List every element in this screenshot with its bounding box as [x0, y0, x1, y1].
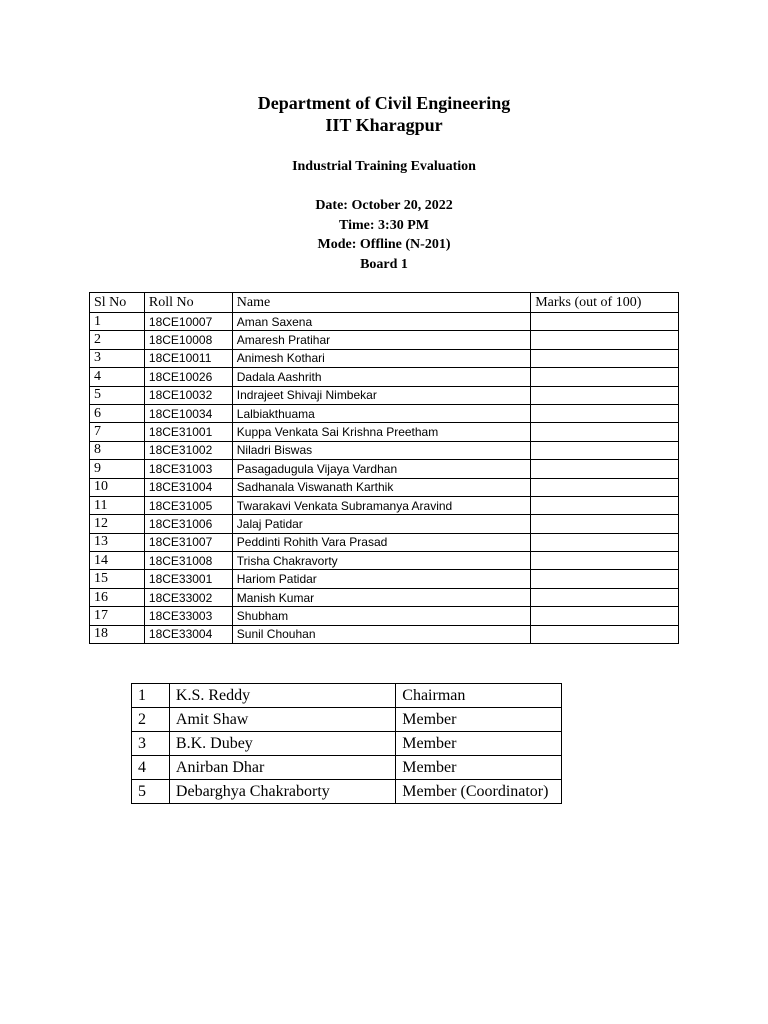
roll-no-cell: 18CE10026	[144, 368, 232, 386]
department-name: Department of Civil Engineering	[257, 93, 511, 113]
student-name-cell: Animesh Kothari	[232, 349, 530, 367]
session-date: Date: October 20, 2022	[315, 198, 453, 213]
member-name-cell: Amit Shaw	[169, 708, 395, 732]
member-number-cell: 1	[132, 684, 170, 708]
student-name-cell: Dadala Aashrith	[232, 368, 530, 386]
institute-name: IIT Kharagpur	[325, 115, 443, 135]
board-member-row	[132, 756, 562, 780]
sl-no-cell: 11	[90, 496, 145, 514]
table-row	[90, 404, 679, 422]
marks-cell	[531, 552, 679, 570]
student-name-cell: Indrajeet Shivaji Nimbekar	[232, 386, 530, 404]
sl-no-cell: 15	[90, 570, 145, 588]
marks-cell	[531, 625, 679, 643]
roll-no-cell: 18CE31002	[144, 441, 232, 459]
board-member-row	[132, 708, 562, 732]
marks-cell	[531, 313, 679, 331]
member-name-cell: Debarghya Chakraborty	[169, 780, 395, 804]
marks-cell	[531, 423, 679, 441]
member-name-cell: K.S. Reddy	[169, 684, 395, 708]
table-row	[90, 533, 679, 551]
column-header-sl-no: Sl No	[90, 293, 145, 313]
marks-cell	[531, 386, 679, 404]
student-name-cell: Kuppa Venkata Sai Krishna Preetham	[232, 423, 530, 441]
column-header-name: Name	[232, 293, 530, 313]
sl-no-cell: 3	[90, 349, 145, 367]
board-member-row	[132, 780, 562, 804]
student-name-cell: Niladri Biswas	[232, 441, 530, 459]
student-name-cell: Sunil Chouhan	[232, 625, 530, 643]
session-details	[0, 196, 768, 274]
marks-cell	[531, 515, 679, 533]
table-row	[90, 496, 679, 514]
sl-no-cell: 9	[90, 460, 145, 478]
roll-no-cell: 18CE10032	[144, 386, 232, 404]
table-row	[90, 478, 679, 496]
table-row	[90, 368, 679, 386]
member-name-cell: Anirban Dhar	[169, 756, 395, 780]
marks-cell	[531, 441, 679, 459]
marks-cell	[531, 404, 679, 422]
roll-no-cell: 18CE33003	[144, 607, 232, 625]
table-row	[90, 423, 679, 441]
marks-cell	[531, 331, 679, 349]
table-row	[90, 386, 679, 404]
roll-no-cell: 18CE31008	[144, 552, 232, 570]
student-name-cell: Trisha Chakravorty	[232, 552, 530, 570]
member-role-cell: Member (Coordinator)	[396, 780, 562, 804]
board-member-row	[132, 732, 562, 756]
table-row	[90, 460, 679, 478]
marks-cell	[531, 496, 679, 514]
member-role-cell: Member	[396, 756, 562, 780]
marks-cell	[531, 570, 679, 588]
marks-cell	[531, 460, 679, 478]
sl-no-cell: 5	[90, 386, 145, 404]
roll-no-cell: 18CE10011	[144, 349, 232, 367]
student-name-cell: Jalaj Patidar	[232, 515, 530, 533]
student-marks-table	[89, 292, 679, 644]
marks-cell	[531, 368, 679, 386]
column-header-roll-no: Roll No	[144, 293, 232, 313]
table-row	[90, 607, 679, 625]
student-name-cell: Lalbiakthuama	[232, 404, 530, 422]
roll-no-cell: 18CE33002	[144, 588, 232, 606]
sl-no-cell: 14	[90, 552, 145, 570]
table-header-row	[90, 293, 679, 313]
student-name-cell: Shubham	[232, 607, 530, 625]
roll-no-cell: 18CE31001	[144, 423, 232, 441]
roll-no-cell: 18CE31007	[144, 533, 232, 551]
sl-no-cell: 1	[90, 313, 145, 331]
member-role-cell: Chairman	[396, 684, 562, 708]
roll-no-cell: 18CE31005	[144, 496, 232, 514]
board-member-rows	[132, 684, 562, 804]
table-row	[90, 570, 679, 588]
roll-no-cell: 18CE10034	[144, 404, 232, 422]
member-number-cell: 4	[132, 756, 170, 780]
sl-no-cell: 10	[90, 478, 145, 496]
roll-no-cell: 18CE31003	[144, 460, 232, 478]
member-name-cell: B.K. Dubey	[169, 732, 395, 756]
session-mode: Mode: Offline (N-201)	[317, 237, 451, 252]
member-number-cell: 3	[132, 732, 170, 756]
evaluation-title: Industrial Training Evaluation	[292, 159, 476, 174]
student-name-cell: Amaresh Pratihar	[232, 331, 530, 349]
marks-cell	[531, 478, 679, 496]
member-number-cell: 2	[132, 708, 170, 732]
student-name-cell: Pasagadugula Vijaya Vardhan	[232, 460, 530, 478]
table-row	[90, 515, 679, 533]
student-name-cell: Manish Kumar	[232, 588, 530, 606]
roll-no-cell: 18CE10008	[144, 331, 232, 349]
roll-no-cell: 18CE33004	[144, 625, 232, 643]
sl-no-cell: 2	[90, 331, 145, 349]
session-time: Time: 3:30 PM	[339, 217, 429, 233]
sl-no-cell: 18	[90, 625, 145, 643]
member-role-cell: Member	[396, 708, 562, 732]
table-row	[90, 313, 679, 331]
sl-no-cell: 12	[90, 515, 145, 533]
student-name-cell: Sadhanala Viswanath Karthik	[232, 478, 530, 496]
sl-no-cell: 6	[90, 404, 145, 422]
marks-cell	[531, 533, 679, 551]
table-row	[90, 349, 679, 367]
student-name-cell: Twarakavi Venkata Subramanya Aravind	[232, 496, 530, 514]
table-row	[90, 331, 679, 349]
sl-no-cell: 13	[90, 533, 145, 551]
marks-cell	[531, 349, 679, 367]
student-rows	[90, 313, 679, 644]
table-row	[90, 441, 679, 459]
board-members-table	[131, 683, 562, 804]
document-title	[0, 92, 768, 136]
marks-cell	[531, 607, 679, 625]
student-name-cell: Hariom Patidar	[232, 570, 530, 588]
sl-no-cell: 17	[90, 607, 145, 625]
member-role-cell: Member	[396, 732, 562, 756]
column-header-marks: Marks (out of 100)	[531, 293, 679, 313]
board-label: Board 1	[360, 256, 408, 272]
roll-no-cell: 18CE10007	[144, 313, 232, 331]
roll-no-cell: 18CE33001	[144, 570, 232, 588]
roll-no-cell: 18CE31006	[144, 515, 232, 533]
table-row	[90, 552, 679, 570]
board-member-row	[132, 684, 562, 708]
member-number-cell: 5	[132, 780, 170, 804]
table-row	[90, 588, 679, 606]
student-name-cell: Aman Saxena	[232, 313, 530, 331]
sl-no-cell: 7	[90, 423, 145, 441]
sl-no-cell: 16	[90, 588, 145, 606]
roll-no-cell: 18CE31004	[144, 478, 232, 496]
sl-no-cell: 8	[90, 441, 145, 459]
student-name-cell: Peddinti Rohith Vara Prasad	[232, 533, 530, 551]
sl-no-cell: 4	[90, 368, 145, 386]
marks-cell	[531, 588, 679, 606]
table-row	[90, 625, 679, 643]
